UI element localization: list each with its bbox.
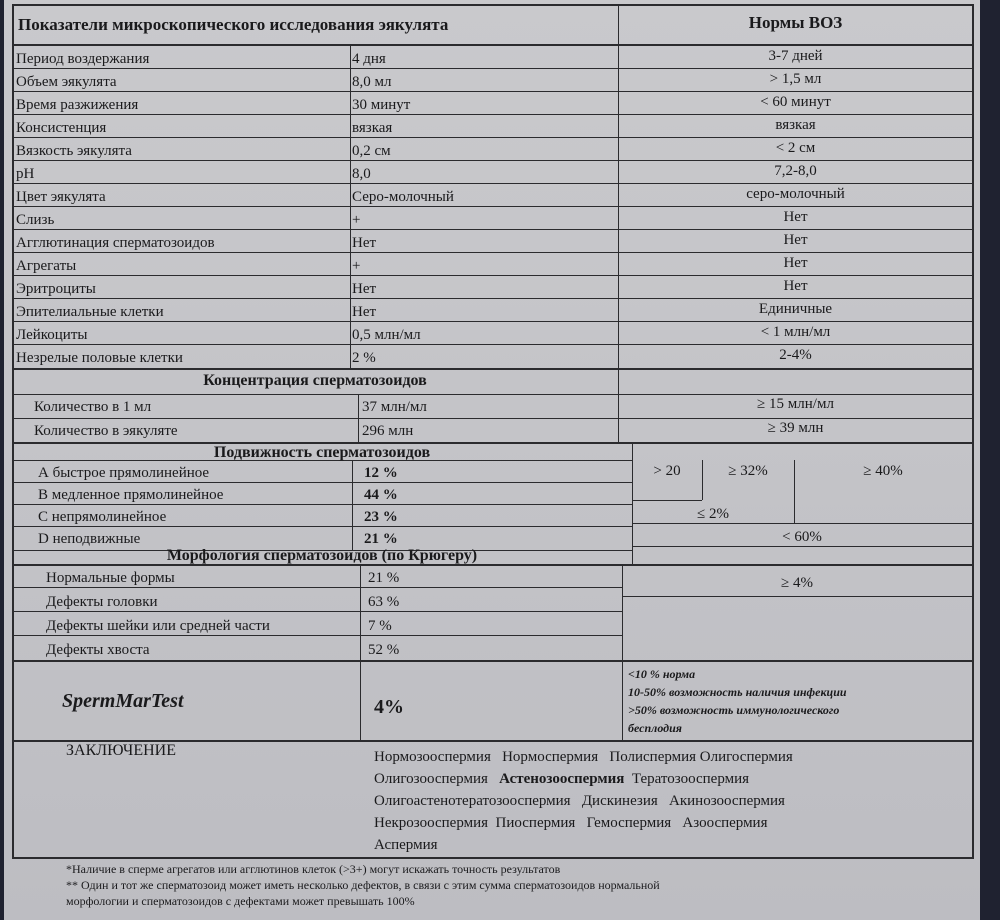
document-page: [4, 0, 980, 920]
row-divider: [12, 275, 974, 276]
row-divider: [12, 114, 974, 115]
row-divider: [12, 206, 974, 207]
row-divider: [12, 160, 974, 161]
conclusion-line: [374, 834, 438, 856]
diagnosis-option: Полиспермия Олигоспермия: [609, 749, 793, 765]
row-divider: [632, 546, 972, 547]
param-label: Незрелые половые клетки: [16, 350, 183, 366]
motility-norm-d: < 60%: [782, 529, 822, 545]
motility-norm-a: > 20: [653, 463, 681, 479]
row-divider: [12, 526, 632, 527]
param-norm: < 2 см: [775, 140, 816, 156]
row-divider: [12, 368, 974, 370]
who-norms-title: Нормы ВОЗ: [748, 13, 843, 32]
param-value: Нет: [352, 281, 377, 297]
conclusion-line: [374, 768, 749, 790]
diagnosis-option: Олигозооспермия: [374, 771, 488, 787]
param-label: Слизь: [16, 212, 55, 228]
param-value: 2 %: [352, 350, 376, 366]
diagnosis-option: Нормозооспермия: [374, 749, 491, 765]
morphology-label: Нормальные формы: [46, 570, 175, 586]
morphology-value: 21 %: [368, 570, 400, 586]
row-divider: [12, 482, 632, 483]
param-norm: Нет: [783, 278, 808, 294]
morphology-label: Дефекты шейки или средней части: [46, 618, 270, 634]
row-divider: [12, 137, 974, 138]
motility-norm-a-b: ≥ 32%: [728, 463, 768, 479]
concentration-label: Количество в 1 мл: [34, 399, 152, 415]
table-border-left: [12, 4, 14, 859]
param-value: +: [352, 212, 361, 228]
param-value: +: [352, 258, 361, 274]
mar-test-label: SpermMarTest: [62, 690, 184, 712]
param-norm: Единичные: [758, 301, 833, 317]
table-border-bottom: [12, 857, 974, 859]
param-norm: 2-4%: [779, 347, 812, 363]
footnote: морфологии и сперматозоидов с дефектами может превышать 100%: [66, 894, 415, 908]
row-divider: [12, 252, 974, 253]
morphology-title: Морфология сперматозоидов (по Крюгеру): [166, 547, 478, 564]
param-norm: 3-7 дней: [768, 48, 823, 64]
param-label: Период воздержания: [16, 51, 150, 67]
motility-value: 23 %: [364, 509, 398, 525]
param-value: 0,5 млн/мл: [352, 327, 421, 343]
conclusion-label: ЗАКЛЮЧЕНИЕ: [66, 742, 176, 759]
row-divider: [12, 298, 974, 299]
param-value: 8,0: [352, 166, 371, 182]
param-norm: > 1,5 мл: [769, 71, 822, 87]
row-divider: [632, 500, 702, 501]
param-norm: серо-молочный: [746, 186, 845, 202]
row-divider: [12, 611, 622, 612]
param-value: Нет: [352, 304, 377, 320]
row-divider: [12, 68, 974, 69]
mar-note: <10 % норма: [628, 667, 696, 681]
param-value: вязкая: [352, 120, 393, 136]
param-label: Вязкость эякулята: [16, 143, 132, 159]
concentration-norm: ≥ 15 млн/мл: [757, 396, 834, 412]
row-divider: [12, 344, 974, 345]
param-value: Серо-молочный: [352, 189, 454, 205]
concentration-value: 296 млн: [362, 423, 414, 439]
param-value: Нет: [352, 235, 377, 251]
param-norm: вязкая: [775, 117, 816, 133]
morphology-label: Дефекты головки: [46, 594, 158, 610]
param-label: Агрегаты: [16, 258, 77, 274]
motility-label: D неподвижные: [38, 531, 141, 547]
row-divider: [12, 44, 974, 46]
row-divider: [12, 660, 974, 662]
param-norm: < 60 минут: [760, 94, 831, 110]
param-value: 4 дня: [352, 51, 386, 67]
diagnosis-option: Нормоспермия: [502, 749, 599, 765]
concentration-title: Концентрация сперматозоидов: [203, 372, 427, 389]
mar-test-value: 4%: [374, 696, 404, 718]
motility-label: В медленное прямолинейное: [38, 487, 224, 503]
morphology-value: 52 %: [368, 642, 400, 658]
motility-value: 44 %: [364, 487, 398, 503]
row-divider: [12, 229, 974, 230]
param-label: Лейкоциты: [16, 327, 88, 343]
col-divider: [352, 460, 353, 550]
param-norm: 7,2-8,0: [774, 163, 817, 179]
param-label: pH: [16, 166, 35, 182]
row-divider: [12, 91, 974, 92]
param-norm: Нет: [783, 255, 808, 271]
row-divider: [632, 523, 972, 524]
row-divider: [12, 183, 974, 184]
diagnosis-option: Дискинезия: [581, 793, 658, 809]
conclusion-line: [374, 812, 767, 834]
motility-value: 21 %: [364, 531, 398, 547]
mar-note: >50% возможность иммунологического: [628, 703, 840, 717]
concentration-norm: ≥ 39 млн: [767, 420, 824, 436]
mar-note: 10-50% возможность наличия инфекции: [628, 685, 847, 699]
table-border-right: [972, 4, 974, 859]
param-label: Эпителиальные клетки: [16, 304, 164, 320]
param-label: Цвет эякулята: [16, 189, 106, 205]
diagnosis-option: Акинозооспермия: [669, 793, 785, 809]
table-border-top: [12, 4, 974, 6]
param-label: Объем эякулята: [16, 74, 117, 90]
diagnosis-option: Тератозооспермия: [631, 771, 750, 787]
report-title: Показатели микроскопического исследования эякулята: [18, 15, 449, 34]
diagnosis-selected: Астенозооспермия: [499, 771, 625, 787]
motility-norm-c: ≤ 2%: [697, 506, 729, 522]
row-divider: [622, 596, 972, 597]
conclusion-line: [374, 746, 793, 768]
diagnosis-option: Гемоспермия: [586, 815, 672, 831]
param-norm: Нет: [783, 209, 808, 225]
footnote: *Наличие в сперме агрегатов или агглютинов клеток (>3+) могут искажать точность результатов: [66, 862, 561, 876]
row-divider: [12, 321, 974, 322]
semen-analysis-form: [12, 4, 974, 920]
diagnosis-option: Азооспермия: [682, 815, 768, 831]
row-divider: [12, 587, 622, 588]
mar-note: бесплодия: [628, 721, 682, 735]
morphology-value: 7 %: [368, 618, 392, 634]
motility-value: 12 %: [364, 465, 398, 481]
conclusion-line: [374, 790, 785, 812]
concentration-label: Количество в эякуляте: [34, 423, 178, 439]
param-value: 0,2 см: [352, 143, 391, 159]
param-norm: < 1 млн/мл: [760, 324, 831, 340]
motility-label: С непрямолинейное: [38, 509, 167, 525]
morphology-label: Дефекты хвоста: [46, 642, 150, 658]
param-label: Консистенция: [16, 120, 107, 136]
morphology-norm: ≥ 4%: [781, 575, 813, 591]
footnote: ** Один и тот же сперматозоид может иметь несколько дефектов, в связи с этим сумма сперматозоидов нормальной: [66, 878, 660, 892]
concentration-value: 37 млн/мл: [362, 399, 427, 415]
param-label: Агглютинация сперматозоидов: [16, 235, 215, 251]
param-label: Время разжижения: [16, 97, 139, 113]
param-value: 30 минут: [352, 97, 411, 113]
morphology-value: 63 %: [368, 594, 400, 610]
diagnosis-option: Некрозооспермия: [374, 815, 489, 831]
row-divider: [12, 504, 632, 505]
param-norm: Нет: [783, 232, 808, 248]
motility-label: А быстрое прямолинейное: [38, 465, 210, 481]
col-divider: [360, 564, 361, 742]
motility-title: Подвижность сперматозоидов: [213, 444, 431, 461]
diagnosis-option: Пиоспермия: [495, 815, 576, 831]
motility-norm-progressive: ≥ 40%: [863, 463, 903, 479]
row-divider: [12, 635, 622, 636]
diagnosis-option: Олигоастенотератозооспермия: [374, 793, 571, 809]
diagnosis-option: Аспермия: [374, 837, 438, 853]
param-label: Эритроциты: [16, 281, 96, 297]
param-value: 8,0 мл: [352, 74, 392, 90]
